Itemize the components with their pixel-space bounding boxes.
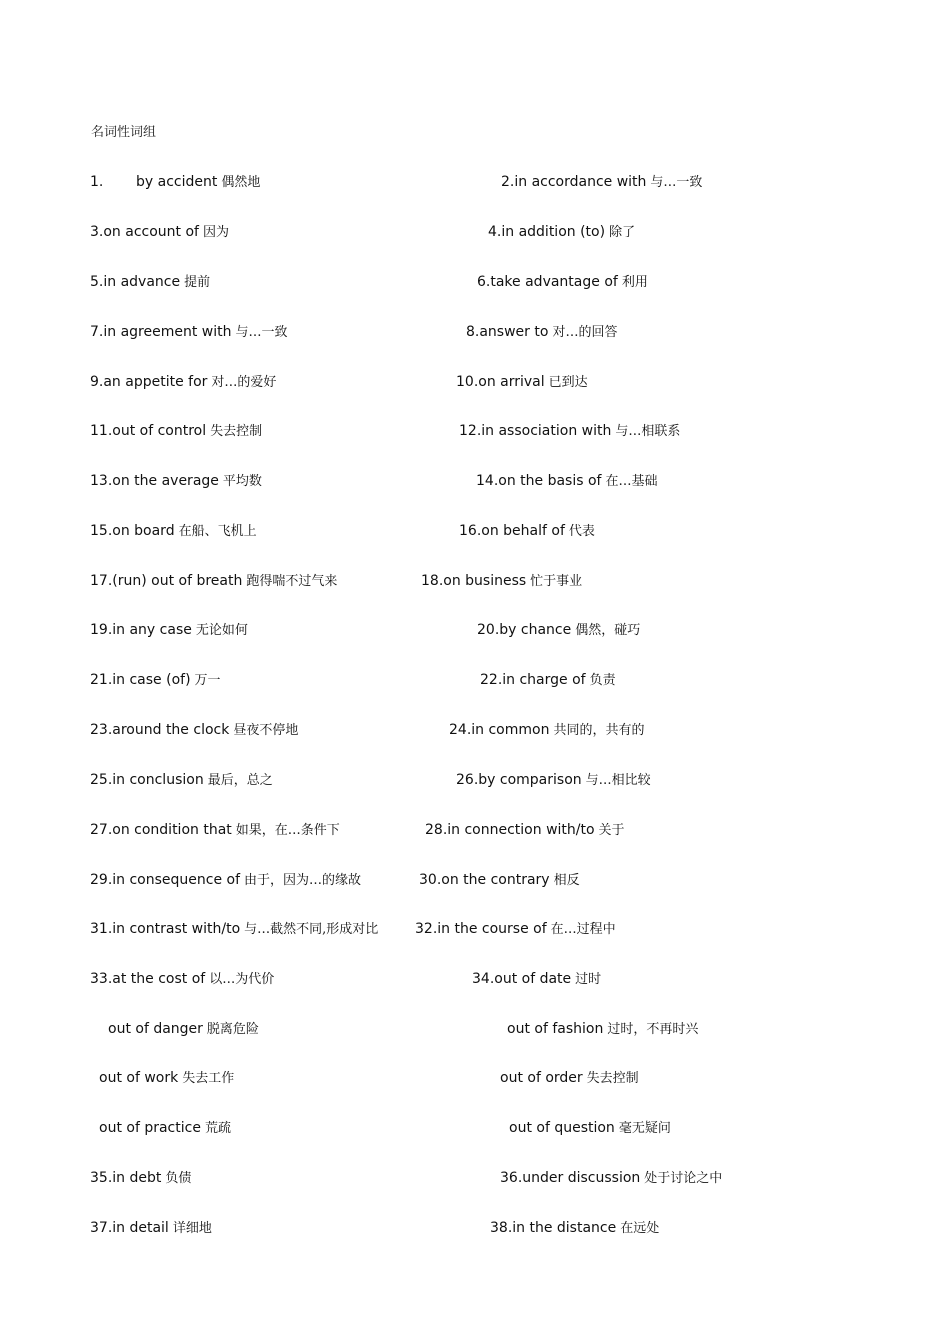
phrase-row [0,770,950,792]
phrase-row [0,172,950,194]
phrase-right: 2.in accordance with 与…一致 [501,174,703,190]
phrase-right: 14.on the basis of 在…基础 [476,473,658,489]
phrase-row [0,1218,950,1240]
phrase-left: 17.(run) out of breath 跑得喘不过气来 [90,573,338,589]
phrase-left: 5.in advance 提前 [90,274,211,290]
phrase-left: 1. by accident 偶然地 [90,174,261,190]
phrase-left: 9.an appetite for 对…的爱好 [90,374,277,390]
phrase-row [0,820,950,842]
phrase-right: 32.in the course of 在…过程中 [415,921,616,937]
phrase-right: 16.on behalf of 代表 [459,523,595,539]
phrase-right: 24.in common 共同的，共有的 [449,722,645,738]
phrase-right: 12.in association with 与…相联系 [459,423,681,439]
phrase-left: out of danger 脱离危险 [108,1021,259,1037]
phrase-right: 10.on arrival 已到达 [456,374,588,390]
phrase-row [0,1068,950,1090]
phrase-row [0,571,950,593]
phrase-row [0,222,950,244]
phrase-row [0,969,950,991]
section-heading: 名词性词组 [91,125,157,140]
phrase-left: 27.on condition that 如果，在…条件下 [90,822,340,838]
phrase-right: out of order 失去控制 [500,1070,639,1086]
phrase-left: 13.on the average 平均数 [90,473,262,489]
phrase-left: 37.in detail 详细地 [90,1220,212,1236]
phrase-row [0,322,950,344]
phrase-right: 4.in addition (to) 除了 [488,224,636,240]
phrase-left: 15.on board 在船、飞机上 [90,523,257,539]
phrase-right: 30.on the contrary 相反 [419,872,580,888]
phrase-left: 21.in case (of) 万一 [90,672,221,688]
phrase-row [0,620,950,642]
phrase-right: out of question 毫无疑问 [509,1120,671,1136]
phrase-left: 19.in any case 无论如何 [90,622,248,638]
phrase-left: 35.in debt 负债 [90,1170,192,1186]
phrase-row [0,919,950,941]
phrase-row [0,1019,950,1041]
phrase-row [0,372,950,394]
phrase-right: 28.in connection with/to 关于 [425,822,625,838]
phrase-left: 23.around the clock 昼夜不停地 [90,722,299,738]
phrase-row [0,1118,950,1140]
phrase-right: 20.by chance 偶然，碰巧 [477,622,641,638]
phrase-right: 18.on business 忙于事业 [421,573,583,589]
phrase-left: out of work 失去工作 [99,1070,235,1086]
phrase-right: 34.out of date 过时 [472,971,602,987]
phrase-right: 26.by comparison 与…相比较 [456,772,651,788]
phrase-right: 36.under discussion 处于讨论之中 [500,1170,723,1186]
phrase-row [0,521,950,543]
phrase-left: 7.in agreement with 与…一致 [90,324,288,340]
phrase-row [0,670,950,692]
phrase-left: 31.in contrast with/to 与…截然不同,形成对比 [90,921,379,937]
phrase-row [0,421,950,443]
phrase-row [0,272,950,294]
phrase-left: 3.on account of 因为 [90,224,229,240]
phrase-right: 22.in charge of 负责 [480,672,616,688]
phrase-left: 33.at the cost of 以…为代价 [90,971,275,987]
phrase-right: 6.take advantage of 利用 [477,274,648,290]
phrase-left: 11.out of control 失去控制 [90,423,263,439]
phrase-row [0,1168,950,1190]
phrase-right: out of fashion 过时，不再时兴 [507,1021,699,1037]
phrase-right: 38.in the distance 在远处 [490,1220,660,1236]
phrase-left: out of practice 荒疏 [99,1120,231,1136]
phrase-row [0,870,950,892]
phrase-row [0,471,950,493]
phrase-left: 29.in consequence of 由于，因为…的缘故 [90,872,362,888]
phrase-left: 25.in conclusion 最后，总之 [90,772,273,788]
phrase-row [0,720,950,742]
phrase-right: 8.answer to 对…的回答 [466,324,618,340]
